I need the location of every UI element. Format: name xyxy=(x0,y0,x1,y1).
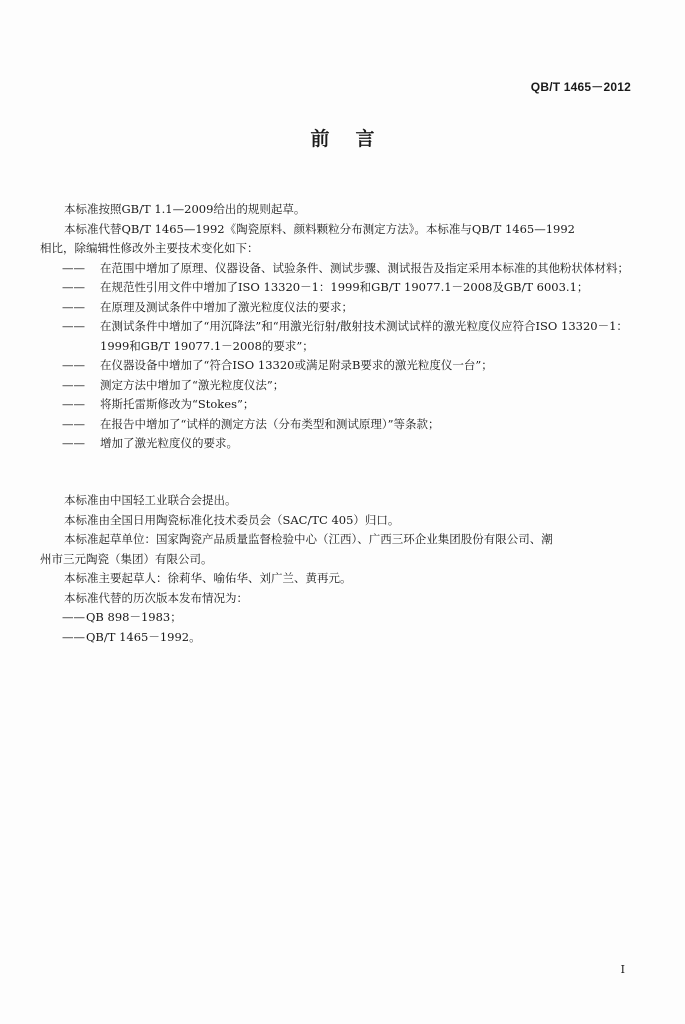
list-item-text: QB/T 1465－1992。 xyxy=(86,629,201,644)
list-dash: —— xyxy=(62,436,85,450)
list-dash: —— xyxy=(62,280,85,294)
replacement-paragraph-continuation: 相比，除编辑性修改外主要技术变化如下： xyxy=(40,241,259,255)
list-item xyxy=(40,395,640,415)
list-item-text: 测定方法中增加了“激光粒度仪法”； xyxy=(100,377,285,392)
drafting-rule-paragraph: 本标准按照GB/T 1.1—2009给出的规则起草。 xyxy=(64,202,306,216)
list-item xyxy=(40,608,640,628)
drafting-units-paragraph: 本标准起草单位：国家陶瓷产品质量监督检验中心（江西）、广西三环企业集团股份有限公司、潮 xyxy=(64,532,553,546)
list-item-text: 在范围中增加了原理、仪器设备、试验条件、测试步骤、测试报告及指定采用本标准的其他粉状体材料； xyxy=(100,260,629,275)
committee-paragraph: 本标准由全国日用陶瓷标准化技术委员会（SAC/TC 405）归口。 xyxy=(64,512,400,527)
list-item xyxy=(40,317,640,356)
list-dash: —— xyxy=(62,260,85,275)
list-dash: —— xyxy=(62,397,85,411)
list-dash: —— xyxy=(62,299,85,314)
list-dash: —— xyxy=(62,629,85,644)
list-item-text: 将斯托雷斯修改为“Stokes”； xyxy=(100,397,255,411)
list-item xyxy=(40,298,640,318)
list-item xyxy=(40,415,640,435)
foreword-info xyxy=(40,491,640,647)
proposer-paragraph: 本标准由中国轻工业联合会提出。 xyxy=(64,493,237,507)
replacement-paragraph: 本标准代替QB/T 1465—1992《陶瓷原料、颜料颗粒分布测定方法》。本标准与QB/T 1465—1992 xyxy=(64,221,575,236)
drafters-paragraph: 本标准主要起草人：徐莉华、喻佑华、刘广兰、黄再元。 xyxy=(64,571,352,585)
list-item xyxy=(40,628,640,648)
list-dash: —— xyxy=(62,377,85,392)
list-dash: —— xyxy=(62,416,85,431)
foreword-body xyxy=(40,200,640,454)
list-dash: —— xyxy=(62,319,85,333)
list-item xyxy=(40,259,640,279)
history-intro-paragraph: 本标准代替的历次版本发布情况为： xyxy=(64,590,248,605)
list-item-text: 在报告中增加了“试样的测定方法（分布类型和测试原理）”等条款； xyxy=(100,416,440,431)
list-item-text: 增加了激光粒度仪的要求。 xyxy=(100,436,238,450)
list-item xyxy=(40,278,640,298)
list-item-text: 在仪器设备中增加了“符合ISO 13320或满足附录B要求的激光粒度仪一台”； xyxy=(100,358,493,372)
list-item xyxy=(40,434,640,454)
list-item-text: 在规范性引用文件中增加了ISO 13320－1：1999和GB/T 19077.1－2008及GB/T 6003.1； xyxy=(100,280,589,294)
list-dash: —— xyxy=(62,610,85,624)
changes-list xyxy=(40,259,640,454)
list-item-text: QB 898－1983； xyxy=(86,610,182,624)
list-item-text: 在测试条件中增加了“用沉降法”和“用激光衍射/散射技术测试试样的激光粒度仪应符合ISO 13320－1：1999和GB/T 19077.1－2008的要求”； xyxy=(100,319,628,353)
page-title: 前言 xyxy=(310,128,401,150)
history-list xyxy=(40,608,640,647)
list-item xyxy=(40,376,640,396)
page-number: I xyxy=(620,963,625,976)
list-item-text: 在原理及测试条件中增加了激光粒度仪法的要求； xyxy=(100,299,353,314)
standard-code: QB/T 1465－2012 xyxy=(530,80,631,94)
list-item xyxy=(40,356,640,376)
drafting-units-continuation: 州市三元陶瓷（集团）有限公司。 xyxy=(40,551,213,566)
list-dash: —— xyxy=(62,358,85,372)
